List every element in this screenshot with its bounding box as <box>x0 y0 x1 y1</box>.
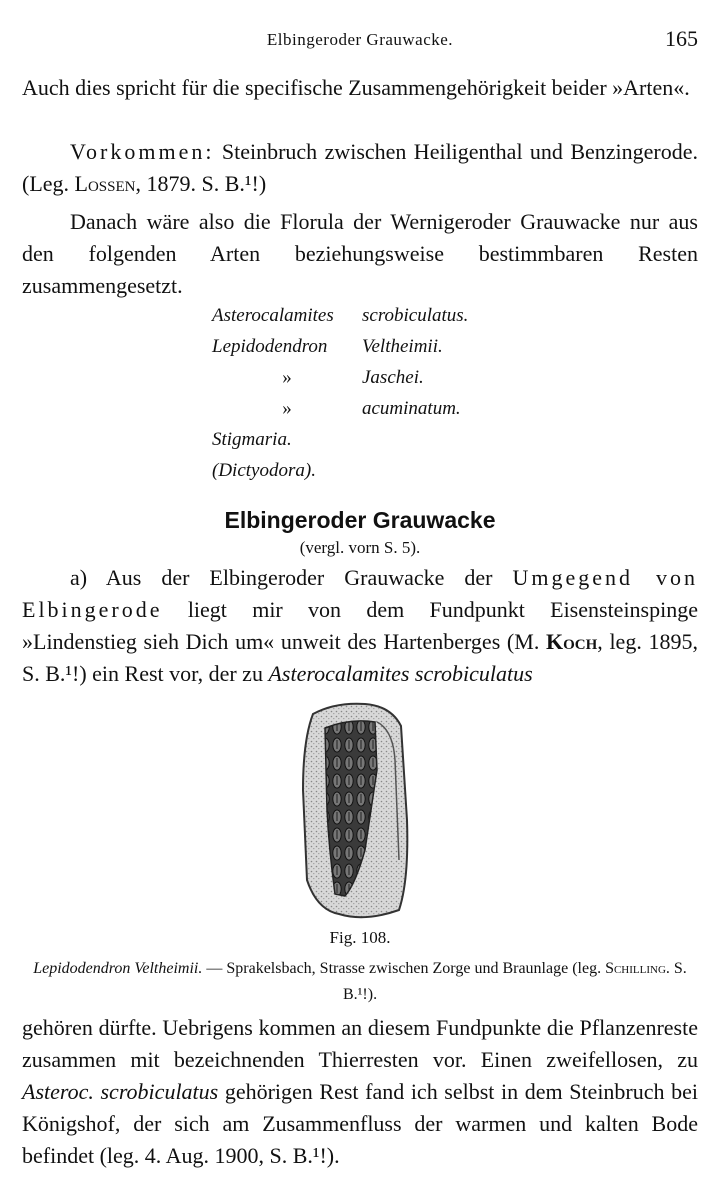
occurrence-label: Vorkommen: <box>70 139 215 164</box>
caption-collector: Schilling <box>605 960 666 977</box>
species-list <box>212 300 468 486</box>
species-epithet: acuminatum. <box>362 398 461 419</box>
elbingerode-taxon: Asterocalamites scrobiculatus <box>268 661 533 686</box>
species-row <box>212 455 468 486</box>
page-header <box>0 26 720 56</box>
running-head: Elbingeroder Grauwacke. <box>266 30 454 49</box>
paragraph-finds <box>22 1012 698 1172</box>
section-title: Elbingeroder Grauwacke <box>224 507 496 533</box>
elbingerode-text-b: liegt mir von dem Fundpunkt Eisensteinspinge »Lindenstieg sieh Dich um« unweit des Hartenberges (M. <box>22 597 698 654</box>
species-genus: Lepidodendron <box>212 336 328 357</box>
species-ditto-mark: » <box>282 398 292 419</box>
species-epithet: scrobiculatus. <box>362 305 469 326</box>
figure-caption <box>20 956 700 1008</box>
finds-text-a: gehören dürfte. Uebrigens kommen an diesem Fundpunkte die Pflanzenreste zusammen mit bezeichnenden Thierresten vor. Einen zweifellosen, zu <box>22 1015 698 1072</box>
paragraph-occurrence <box>22 136 698 200</box>
occurrence-text-a: Steinbruch zwischen Heiligenthal und Benzingerode. (Leg. <box>22 139 698 196</box>
occurrence-text-b: , 1879. S. B.¹!) <box>135 171 267 196</box>
occurrence-collector: Lossen <box>74 171 136 196</box>
species-epithet: Jaschei. <box>362 367 424 388</box>
species-ditto-mark: » <box>282 367 292 388</box>
page-number: 165 <box>665 26 698 51</box>
elbingerode-spaced: Umgegend von Elbingerode <box>22 565 699 622</box>
caption-text-a: — Sprakelsbach, Strasse zwischen Zorge und Braunlage (leg. <box>202 960 606 977</box>
caption-taxon: Lepidodendron Veltheimii. <box>33 960 203 977</box>
finds-text-b: gehörigen Rest fand ich selbst in dem Steinbruch bei Königshof, der sich am Zusammenfluss der warmen und kalten Bode befindet (leg. 4. Aug. 1900, S. B.¹!). <box>22 1079 699 1168</box>
figure-label: Fig. 108. <box>329 928 391 947</box>
paragraph-species-relation: Auch dies spricht für die specifische Zusammengehörigkeit beider »Arten«. <box>22 75 690 100</box>
finds-taxon: Asteroc. scrobiculatus <box>22 1079 219 1104</box>
species-genus: Stigmaria. <box>212 429 292 450</box>
species-row <box>212 300 468 331</box>
species-genus: (Dictyodora). <box>212 460 316 481</box>
elbingerode-text-c: , leg. 1895, S. B.¹!) ein Rest vor, der zu <box>22 629 698 686</box>
elbingerode-collector: Koch <box>546 629 598 654</box>
elbingerode-text-a: a) Aus der Elbingeroder Grauwacke der <box>70 565 513 590</box>
fossil-illustration <box>295 700 413 922</box>
species-row <box>212 331 468 362</box>
section-subtitle: (vergl. vorn S. 5). <box>299 538 421 557</box>
paragraph-elbingerode <box>22 562 698 690</box>
species-row <box>212 424 468 455</box>
species-genus: Asterocalamites <box>212 305 334 326</box>
species-row <box>212 362 468 393</box>
paragraph-florula: Danach wäre also die Florula der Wernigeroder Grauwacke nur aus den folgenden Arten beziehungsweise bestimmbaren Resten zusammengesetzt. <box>22 209 698 298</box>
caption-text-b: . S. B.¹!). <box>342 960 687 1003</box>
species-epithet: Veltheimii. <box>362 336 443 357</box>
species-row <box>212 393 468 424</box>
